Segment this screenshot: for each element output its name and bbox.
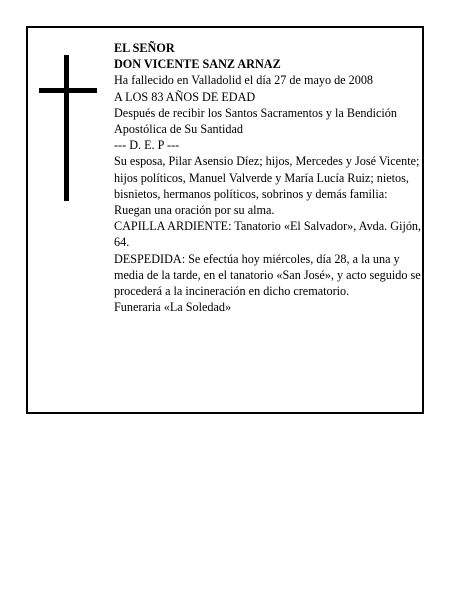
latin-cross-icon [39, 55, 97, 201]
farewell-info: DESPEDIDA: Se efectúa hoy miércoles, día 28, a la una y media de la tarde, en el tanatorio «San José», y acto seguido se procederá a la incineración en dicho crematorio. [114, 251, 421, 299]
death-statement: Ha fallecido en Valladolid el día 27 de mayo de 2008 [114, 73, 374, 88]
chapel-info: CAPILLA ARDIENTE: Tanatorio «El Salvador», Avda. Gijón, 64. [114, 219, 422, 250]
prayer-request: Ruegan una oración por su alma. [114, 203, 275, 218]
funeral-home: Funeraria «La Soledad» [114, 300, 232, 315]
deceased-name: DON VICENTE SANZ ARNAZ [114, 57, 281, 72]
age-statement: A LOS 83 AÑOS DE EDAD [114, 89, 256, 104]
dep-line: --- D. E. P --- [114, 138, 180, 153]
family-statement: Su esposa, Pilar Asensio Díez; hijos, Mercedes y José Vicente; hijos políticos, Manuel Valverde y María Lucía Ruiz; nietos, bisnietos, hermanos políticos, sobrinos y demás familia: [114, 154, 420, 201]
obituary-notice [26, 26, 424, 414]
sacraments-statement: Después de recibir los Santos Sacramentos y la Bendición Apostólica de Su Santidad [114, 105, 397, 137]
obituary-text [114, 40, 426, 315]
cross-vertical-bar [64, 55, 69, 201]
cross-horizontal-bar [39, 88, 97, 93]
title-line: EL SEÑOR [114, 41, 175, 55]
